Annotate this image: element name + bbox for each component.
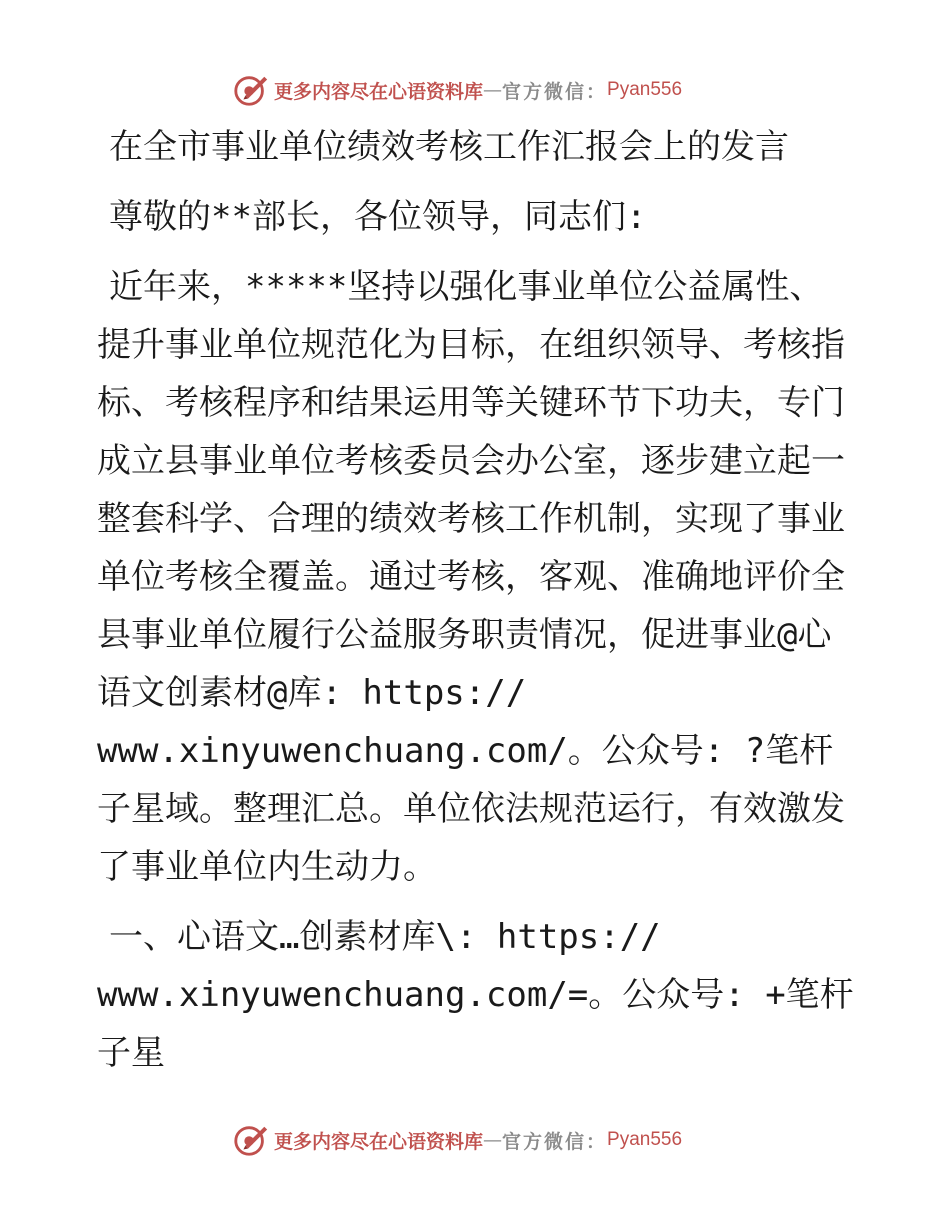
header-watermark-banner <box>232 70 682 110</box>
section-1-heading-continued: www.xinyuwenchuang.com/=。公众号: +笔杆子星 <box>97 975 854 1073</box>
banner-main-text: 更多内容尽在心语资料库 <box>274 80 484 103</box>
paragraph-1-text: 近年来，*****坚持以强化事业单位公益属性、提升事业单位规范化为目标，在组织领导、考核指标、考核程序和结果运用等关键环节下功夫，专门成立县事业单位考核委员会办公室，逐步建立起一整套科学、合理的绩效考核工作机制，实现了事业单位考核全覆盖。通过考核，客观、准确地评价全县事业单位履行公益服务职责情况，促进事业@心语文创素材@库: https:// <box>97 267 845 713</box>
document-title: 在全市事业单位绩效考核工作汇报会上的发言 <box>109 127 789 167</box>
paragraph-1-continued: www.xinyuwenchuang.com/。公众号: ?笔杆子星域。整理汇总。单位依法规范运行，有效激发了事业单位内生动力。 <box>97 731 845 887</box>
pen-circle-logo-icon <box>232 1121 270 1159</box>
banner-dash: — <box>483 79 503 101</box>
banner-main-text: 更多内容尽在心语资料库 <box>274 1130 484 1153</box>
section-1-heading: 一、心语文…创素材库\: https:// <box>109 917 661 957</box>
banner-wechat-id: Pyan556 <box>607 79 683 100</box>
salutation: 尊敬的**部长，各位领导，同志们: <box>109 197 647 237</box>
paragraph-1 <box>97 258 857 722</box>
banner-wechat-label: 官方微信： <box>502 80 608 103</box>
footer-watermark-banner <box>232 1120 682 1160</box>
document-body <box>97 118 857 1082</box>
banner-wechat-label: 官方微信： <box>502 1130 608 1153</box>
banner-dash: — <box>483 1129 503 1151</box>
pen-circle-logo-icon <box>232 71 270 109</box>
banner-wechat-id: Pyan556 <box>607 1129 683 1150</box>
